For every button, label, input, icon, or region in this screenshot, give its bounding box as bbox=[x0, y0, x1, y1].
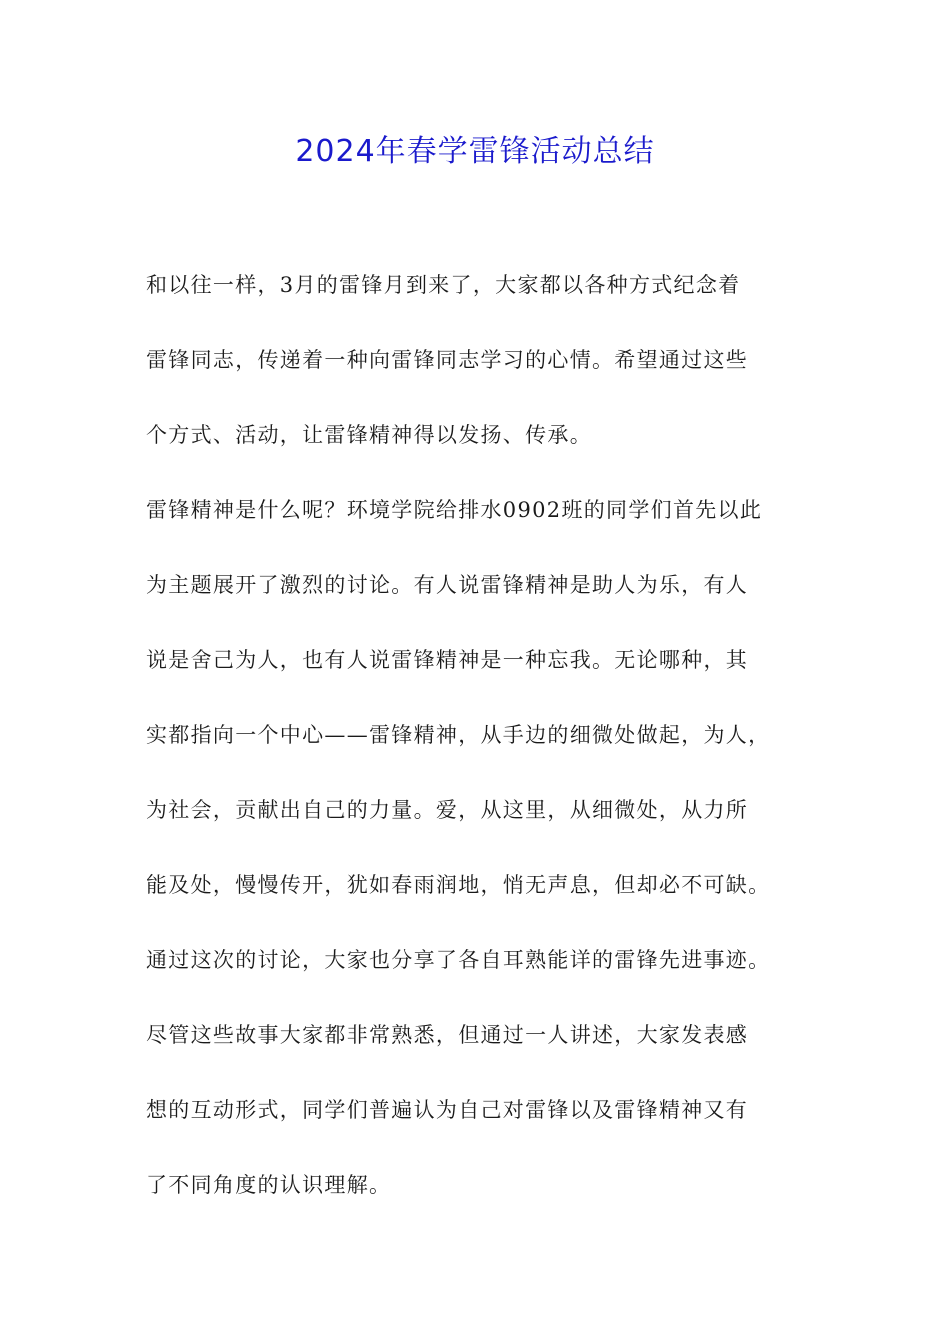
text-line: 为主题展开了激烈的讨论。有人说雷锋精神是助人为乐，有人 bbox=[146, 573, 749, 597]
text-line: 通过这次的讨论，大家也分享了各自耳熟能详的雷锋先进事迹。 bbox=[146, 948, 771, 972]
text-line: 雷锋同志，传递着一种向雷锋同志学习的心情。希望通过这些 bbox=[146, 348, 749, 372]
text-line: 为社会，贡献出自己的力量。爱，从这里，从细微处，从力所 bbox=[146, 798, 749, 822]
document-body bbox=[146, 263, 836, 1238]
text-line: 说是舍己为人，也有人说雷锋精神是一种忘我。无论哪种，其 bbox=[146, 648, 749, 672]
text-line: 雷锋精神是什么呢？环境学院给排水0902班的同学们首先以此 bbox=[146, 498, 763, 522]
text-line: 想的互动形式，同学们普遍认为自己对雷锋以及雷锋精神又有 bbox=[146, 1098, 749, 1122]
text-line: 个方式、活动，让雷锋精神得以发扬、传承。 bbox=[146, 423, 592, 447]
text-line: 了不同角度的认识理解。 bbox=[146, 1173, 392, 1197]
text-line: 尽管这些故事大家都非常熟悉，但通过一人讲述，大家发表感 bbox=[146, 1023, 749, 1047]
document-title: 2024年春学雷锋活动总结 bbox=[295, 134, 655, 169]
text-line: 能及处，慢慢传开，犹如春雨润地，悄无声息，但却必不可缺。 bbox=[146, 873, 771, 897]
text-line: 实都指向一个中心——雷锋精神，从手边的细微处做起，为人， bbox=[146, 723, 771, 747]
text-line: 和以往一样，3月的雷锋月到来了，大家都以各种方式纪念着 bbox=[146, 273, 741, 297]
